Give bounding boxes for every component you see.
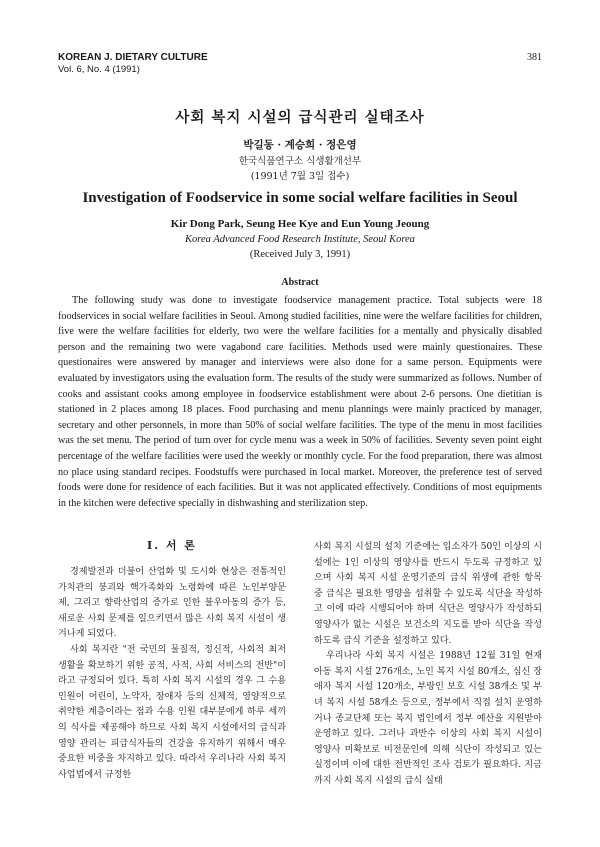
authors-korean: 박길동 · 계승희 · 정은영: [243, 139, 357, 151]
page-number: 381: [527, 52, 542, 63]
intro-paragraph-1: 경제발전과 더불어 산업화 및 도시화 현상은 전통적인 가치관의 붕괴와 핵가족화와 노령화에 따른 노인부양문제, 그리고 향락산업의 증가로 인한 불우아동의 증가 등, 새로운 사회 문제를 일으키면서 많은 사회 복지 시설이 생겨나게 되었다.: [58, 567, 286, 640]
left-column: [58, 538, 286, 783]
intro-paragraph-3: 사회 복지 시설의 설치 기준에는 입소자가 50인 이상의 시설에는 1인 이상의 영양사를 반드시 두도록 규정하고 있으며 사회 복지 시설 운영기준의 급식 위생에 관한 항목 중 급식은 필요한 영양을 섭취할 수 있도록 식단을 작성하고 이에 따라 시행되어야 하며 식단은 영양사가 작성하되 영양사가 없는 시설은 보건소의 지도를 받아 식단을 작성하도록 급식 기준을 설정하고 있다.: [314, 542, 542, 646]
journal-header: [58, 52, 208, 76]
affiliation-korean: 한국식품연구소 식생활개선부: [238, 156, 362, 167]
authors-english: Kir Dong Park, Seung Hee Kye and Eun Young Jeoung: [170, 218, 430, 230]
section-heading: I. 서 론: [147, 539, 197, 552]
journal-volume: Vol. 6, No. 4 (1991): [58, 64, 140, 75]
received-date-english: (Received July 3, 1991): [249, 249, 351, 260]
intro-paragraph-4: 우리나라 사회 복지 시설은 1988년 12월 31일 현재 아동 복지 시설 276개소, 노인 복지 시설 80개소, 심신 장애자 복지 시설 120개소, 부랑인 보호 시설 38개소 및 부녀 복지 시설 58개소 등으로, 정부에서 직접 설치 운영하거나 종교단체 또는 복지 법인에서 정부 예산을 지원받아 운영하고 있다. 그러나 과반수 이상의 사회 복지 시설이 영양사 미확보로 비전문인에 의해 식단이 작성되고 있는 실정이며 이에 대한 전반적인 조사 검토가 필요하다. 지금까지 사회 복지 시설의 급식 실태: [314, 651, 542, 786]
intro-paragraph-2: 사회 복지란 "전 국민의 물질적, 정신적, 사회적 최저 생활을 확보하기 위한 공적, 사적, 사회 서비스의 전반"이라고 규정되어 있다. 특히 사회 복지 시설의 경우 그 수용 인원이 어린이, 노약자, 장애자 등의 신체적, 영양적으로 취약한 계층이라는 점과 수용 인원 대부분에게 하루 세끼의 식사를 제공해야 하므로 사회 복지 시설에서의 급식과 영양 관리는 피급식자들의 건강을 유지하기 위해서 매우 중요한 비중을 차지하고 있다. 따라서 우리나라 사회 복지 사업법에서 규정한: [58, 644, 286, 780]
affiliation-english: Korea Advanced Food Research Institute, Seoul Korea: [185, 234, 415, 245]
abstract-text: The following study was done to investigate foodservice management practice. Total subjects were 18 foodservices in social welfare facilities in Seoul. Among studied facilities, nine were the welfare facilities for children, five were the welfare facilities for elderly, two were the welfare facilities for a mentally and physically disabled person and the remaining two were vagabond care facilities. Methods used were mainly questionaires. These questionaires were answered by manager and interviews were also done for a same person. Equipments were evaluated by investigators using the evaluation form. The results of the study were summarized as follows. Number of cooks and assistant cooks among employee in foodservice establishment were about 2-6 persons. One dietitian is stationed in 2 places among 18 places. Food purchasing and menu plannings were mainly practiced by manager, secretary and other personnels, in more than 50% of social welfare facilities. The type of the menu in most facilities was the set menu. The period of turn over for cycle menu was a week in 50% of facilities. Seventy seven point eight percentage of the welfare facilities were used the weekly or monthly cycle. For the food preparation, there was almost no place using standard recipes. Foodstuffs were purchased in local market. Moreover, the preference test of served foods were done for residence of each facilities. But it was not applicated effectively. Conditions of most equipments in the kitchen were defective specially in dishwashing and sterilization step.: [58, 295, 542, 509]
abstract-heading: Abstract: [281, 277, 319, 288]
right-column: [314, 540, 542, 790]
received-date-korean: (1991년 7월 3일 접수): [250, 171, 350, 182]
title-korean: 사회 복지 시설의 급식관리 실태조사: [175, 109, 425, 126]
journal-name: KOREAN J. DIETARY CULTURE: [58, 52, 208, 63]
title-english: Investigation of Foodservice in some social welfare facilities in Seoul: [82, 190, 518, 206]
